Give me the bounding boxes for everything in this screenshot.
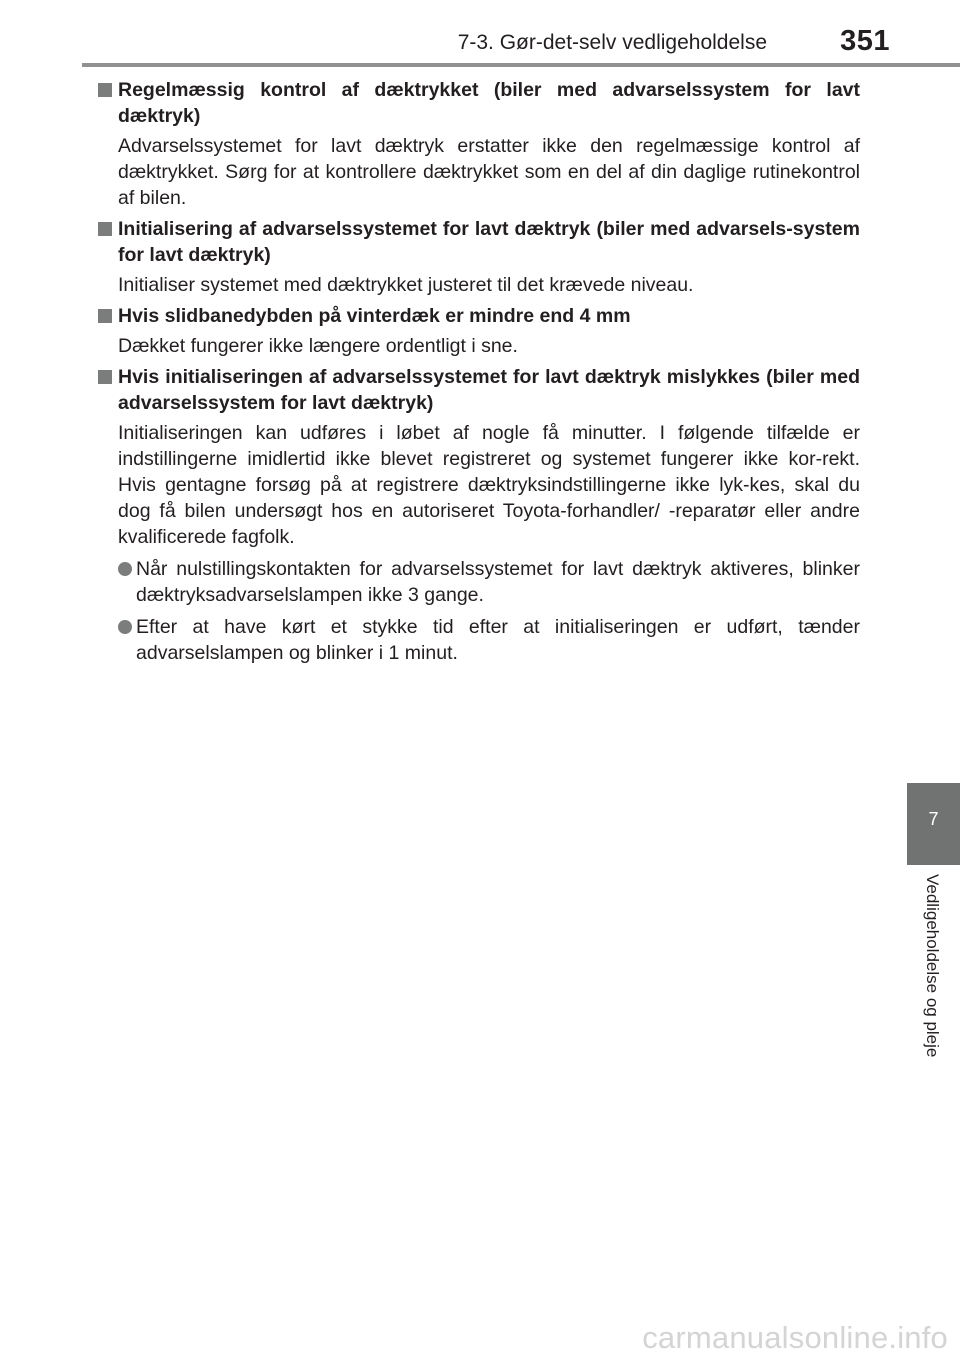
- chapter-tab: [907, 783, 960, 865]
- list-item: [98, 614, 860, 666]
- section-body: Initialiser systemet med dæktrykket justeret til det krævede niveau.: [118, 274, 694, 296]
- section-heading-text: Initialisering af advarselssystemet for lavt dæktryk (biler med advarsels-system for lavt dæktryk): [118, 218, 860, 266]
- chapter-number: 7: [928, 809, 939, 829]
- circle-bullet-icon: [118, 562, 132, 576]
- list-item-text: Efter at have kørt et stykke tid efter at initialiseringen er udført, tænder advarselslampen og blinker i 1 minut.: [136, 616, 860, 664]
- square-bullet-icon: [98, 222, 112, 236]
- section-initialisation-failure: [98, 364, 860, 666]
- section-heading-text: Regelmæssig kontrol af dæktrykket (biler med advarselssystem for lavt dæktryk): [118, 79, 860, 127]
- section-heading-text: Hvis initialiseringen af advarselssystemet for lavt dæktryk mislykkes (biler med advarselssystem for lavt dæktryk): [118, 366, 860, 414]
- section-body: Dækket fungerer ikke længere ordentligt i sne.: [118, 335, 518, 357]
- section-heading: [98, 77, 860, 129]
- section-heading: [98, 303, 860, 329]
- section-heading-text: Hvis slidbanedybden på vinterdæk er mindre end 4 mm: [118, 305, 631, 327]
- section-initialisation: [98, 216, 860, 298]
- square-bullet-icon: [98, 370, 112, 384]
- page-number: 351: [840, 25, 890, 57]
- page-header: [0, 0, 960, 70]
- section-body: Advarselssystemet for lavt dæktryk erstatter ikke den regelmæssige kontrol af dæktrykket. Sørg for at kontrollere dæktrykket som en del af din daglige rutinekontrol af bilen.: [118, 135, 860, 209]
- section-heading: [98, 364, 860, 416]
- chapter-label-area: [907, 870, 960, 1110]
- section-regular-check: [98, 77, 860, 211]
- list-item: [98, 556, 860, 608]
- section-title: 7-3. Gør-det-selv vedligeholdelse: [457, 31, 767, 54]
- watermark: carmanualsonline.info: [642, 1320, 948, 1355]
- list-item-text: Når nulstillingskontakten for advarselssystemet for lavt dæktryk aktiveres, blinker dæktryksadvarselslampen ikke 3 gange.: [136, 558, 860, 606]
- chapter-title: Vedligeholdelse og pleje: [923, 874, 942, 1058]
- main-content: [98, 77, 860, 671]
- section-heading: [98, 216, 860, 268]
- square-bullet-icon: [98, 309, 112, 323]
- section-winter-tyres: [98, 303, 860, 359]
- square-bullet-icon: [98, 83, 112, 97]
- circle-bullet-icon: [118, 620, 132, 634]
- section-body: Initialiseringen kan udføres i løbet af nogle få minutter. I følgende tilfælde er indstillingerne imidlertid ikke blevet registreret og systemet fungerer ikke kor-rekt. Hvis gentagne forsøg på at registrere dæktryksindstillingerne ikke lyk-kes, skal du dog få bilen undersøgt hos en autoriseret Toyota-forhandler/ -reparatør eller andre kvalificerede fagfolk.: [118, 422, 860, 548]
- header-divider: [82, 63, 960, 67]
